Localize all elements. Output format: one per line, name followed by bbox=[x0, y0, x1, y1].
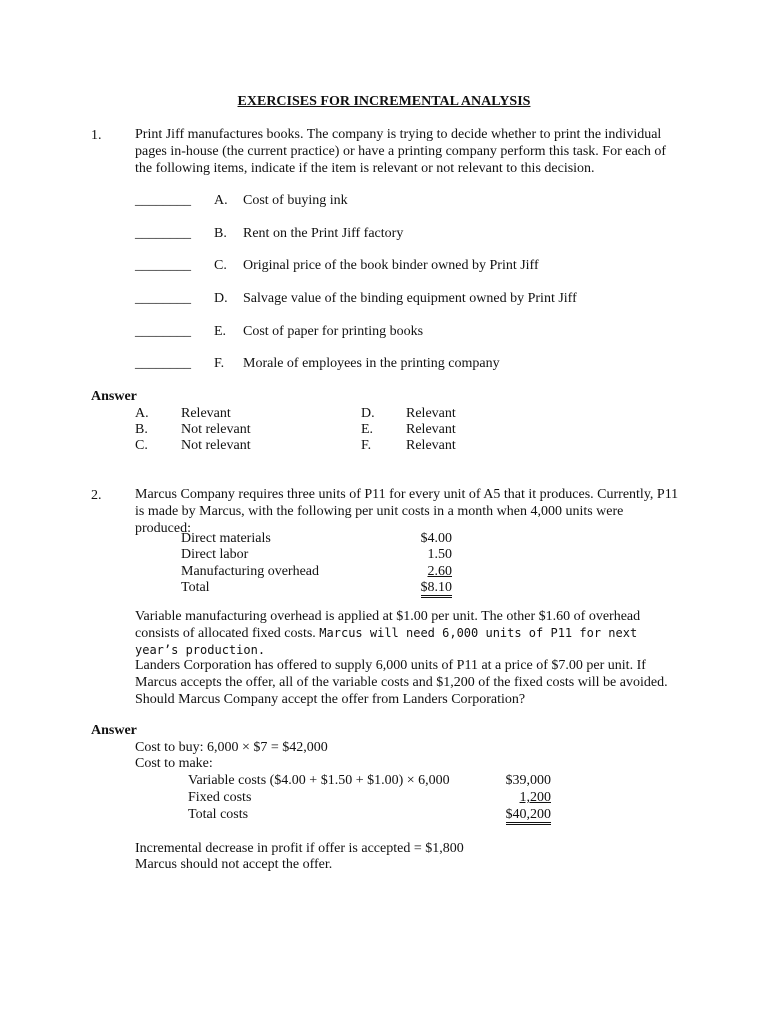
cost-value: 1.50 bbox=[427, 547, 452, 562]
cost-to-make-label: Cost to make: bbox=[135, 756, 213, 771]
item-letter: D. bbox=[214, 291, 228, 306]
answer-heading: Answer bbox=[91, 389, 137, 404]
answer-heading: Answer bbox=[91, 723, 137, 738]
cost-total-cell bbox=[380, 579, 452, 596]
item-letter: E. bbox=[214, 324, 227, 339]
production-text: Marcus will need 6,000 units of P11 for next year’s production. bbox=[135, 626, 638, 657]
cost-label: Manufacturing overhead bbox=[181, 564, 319, 579]
make-total-value: $40,200 bbox=[506, 807, 552, 825]
answer-letter: C. bbox=[135, 438, 148, 453]
make-label: Variable costs ($4.00 + $1.50 + $1.00) × 6,000 bbox=[188, 773, 450, 788]
cost-label: Direct materials bbox=[181, 531, 271, 546]
conclusion: Marcus should not accept the offer. bbox=[135, 857, 333, 872]
answer-value: Not relevant bbox=[181, 422, 251, 437]
answer-letter: F. bbox=[361, 438, 372, 453]
make-total-cell bbox=[470, 806, 551, 823]
answer-value: Relevant bbox=[406, 406, 456, 421]
answer-letter: D. bbox=[361, 406, 375, 421]
answer-blank[interactable]: ________ bbox=[135, 356, 191, 371]
cost-label: Direct labor bbox=[181, 547, 249, 562]
item-text: Salvage value of the binding equipment owned by Print Jiff bbox=[243, 291, 577, 306]
question-1-prompt: Print Jiff manufactures books. The company is trying to decide whether to print the individual pages in-house (the current practice) or have a printing company perform this task. For each of the following items, indicate if the item is relevant or not relevant to this decision. bbox=[135, 127, 667, 176]
question-2-number: 2. bbox=[91, 488, 102, 503]
question-1-number: 1. bbox=[91, 128, 102, 143]
make-value-cell bbox=[470, 789, 551, 806]
item-letter: A. bbox=[214, 193, 228, 208]
item-letter: B. bbox=[214, 226, 227, 241]
overhead-text: Variable manufacturing overhead is applied at $1.00 per unit. The other $1.60 of overhead consists of allocated fixed costs. bbox=[135, 609, 641, 641]
answer-value: Relevant bbox=[406, 422, 456, 437]
overhead-paragraph bbox=[135, 608, 675, 659]
answer-letter: E. bbox=[361, 422, 374, 437]
answer-letter: A. bbox=[135, 406, 149, 421]
item-text: Morale of employees in the printing company bbox=[243, 356, 500, 371]
answer-letter: B. bbox=[135, 422, 148, 437]
cost-value: $4.00 bbox=[420, 531, 452, 546]
answer-blank[interactable]: ________ bbox=[135, 324, 191, 339]
answer-blank[interactable]: ________ bbox=[135, 193, 191, 208]
incremental-result: Incremental decrease in profit if offer is accepted = $1,800 bbox=[135, 841, 464, 856]
item-text: Rent on the Print Jiff factory bbox=[243, 226, 404, 241]
page-title: EXERCISES FOR INCREMENTAL ANALYSIS bbox=[237, 94, 531, 109]
answer-blank[interactable]: ________ bbox=[135, 258, 191, 273]
offer-paragraph: Landers Corporation has offered to supply 6,000 units of P11 at a price of $7.00 per unit. If Marcus accepts the offer, all of the variable costs and $1,200 of the fixed costs will be avoided. Should Marcus Company accept the offer from Landers Corporation? bbox=[135, 658, 668, 707]
cost-value: 2.60 bbox=[427, 564, 452, 579]
item-letter: C. bbox=[214, 258, 227, 273]
answer-blank[interactable]: ________ bbox=[135, 226, 191, 241]
cost-to-buy: Cost to buy: 6,000 × $7 = $42,000 bbox=[135, 740, 328, 755]
answer-value: Relevant bbox=[181, 406, 231, 421]
item-text: Original price of the book binder owned by Print Jiff bbox=[243, 258, 539, 273]
make-value: 1,200 bbox=[519, 790, 551, 805]
question-2-intro: Marcus Company requires three units of P11 for every unit of A5 that it produces. Currently, P11 is made by Marcus, with the following per unit costs in a month when 4,000 units were produced: bbox=[135, 487, 679, 536]
item-text: Cost of buying ink bbox=[243, 193, 348, 208]
make-value: $39,000 bbox=[505, 773, 551, 788]
answer-value: Not relevant bbox=[181, 438, 251, 453]
item-letter: F. bbox=[214, 356, 225, 371]
cost-value-cell bbox=[380, 563, 452, 580]
make-label: Total costs bbox=[188, 807, 249, 822]
item-text: Cost of paper for printing books bbox=[243, 324, 424, 339]
make-label: Fixed costs bbox=[188, 790, 252, 805]
cost-label: Total bbox=[181, 580, 210, 595]
cost-total-value: $8.10 bbox=[421, 580, 453, 598]
answer-value: Relevant bbox=[406, 438, 456, 453]
answer-blank[interactable]: ________ bbox=[135, 291, 191, 306]
